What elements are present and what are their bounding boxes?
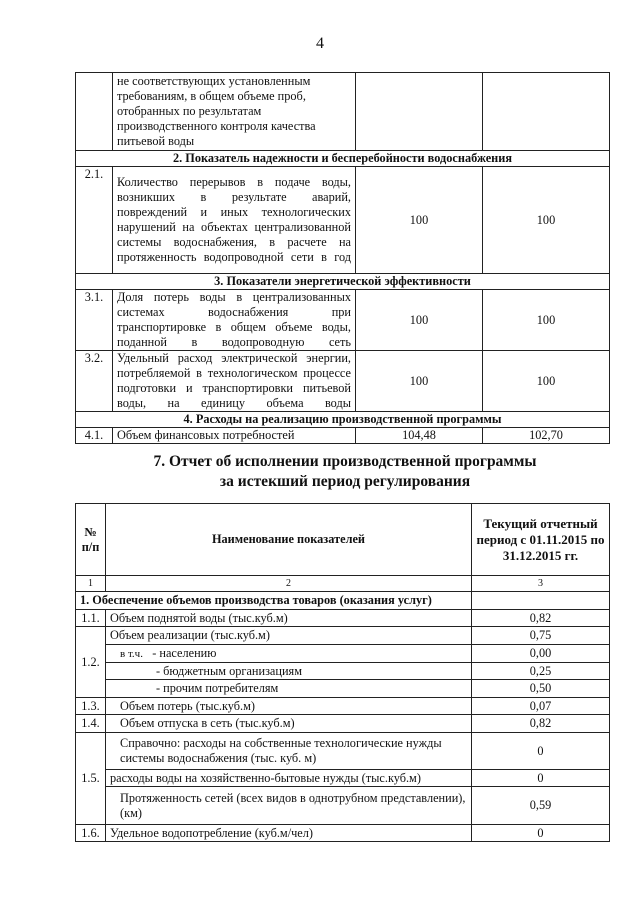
table-row [76,733,610,770]
indicator-text: Удельное водопотребление (куб.м/чел) [106,825,472,842]
report-table [75,503,610,842]
row-number: 1.3. [76,698,106,715]
row-number: 1.2. [76,627,106,698]
section-heading [0,452,640,492]
table-row [76,825,610,842]
table-row [76,770,610,787]
indicator-text [106,645,472,663]
indicator-text: Количество перерывов в подаче воды, возникших в результате аварий, повреждений и иных технологических нарушений на объектах централизованной системы водоснабжения, в расчете на протяженность водопроводной сети в год [113,167,356,274]
table-row [76,290,610,351]
value-cell: 0,25 [472,663,610,680]
section-title: 4. Расходы на реализацию производственной программы [76,412,610,428]
value-cell: 100 [483,351,610,412]
table-row [76,698,610,715]
value-cell: 0,00 [472,645,610,663]
indicator-text: Объем финансовых потребностей [113,428,356,444]
table-row [76,680,610,698]
prefix-text: в т.ч. [120,647,143,660]
indicator-text: Справочно: расходы на собственные технологические нужды системы водоснабжения (тыс. куб. м) [106,733,472,770]
table-row [76,663,610,680]
header-period: Текущий отчетный период с 01.11.2015 по 31.12.2015 гг. [472,504,610,576]
table-row [76,645,610,663]
indicators-table [75,72,610,444]
indicator-text: - бюджетным организациям [106,663,472,680]
value-cell: 0,82 [472,610,610,627]
heading-line-1: 7. Отчет об исполнении производственной программы [153,453,537,470]
column-index: 3 [472,576,610,592]
value-cell: 100 [483,167,610,274]
value-cell: 0,82 [472,715,610,733]
table-row [76,610,610,627]
row-number: 2.1. [76,167,113,274]
row-number: 1.6. [76,825,106,842]
value-cell: 100 [356,351,483,412]
indicator-text: Удельный расход электрической энергии, потребляемой в технологическом процессе подготовки и транспортировки питьевой воды, на единицу объема воды [113,351,356,412]
header-number: № п/п [76,504,106,576]
indicator-text: Протяженность сетей (всех видов в однотрубном представлении), (км) [106,787,472,825]
table-row [76,351,610,412]
value-cell: 0 [472,770,610,787]
index-row [76,576,610,592]
section-header [76,274,610,290]
value-cell: 100 [356,167,483,274]
value-cell: 100 [483,290,610,351]
header-row [76,504,610,576]
indicator-text: не соответствующих установленным требованиям, в общем объеме проб, отобранных по результатам производственного контроля качества питьевой воды [113,73,356,151]
table-row [76,787,610,825]
section-header [76,412,610,428]
indicator-text: Доля потерь воды в централизованных системах водоснабжения при транспортировке в общем объеме воды, поданной в водопроводную сеть [113,290,356,351]
value-cell: 0,07 [472,698,610,715]
section-title: 1. Обеспечение объемов производства товаров (оказания услуг) [76,592,472,610]
table-row [76,715,610,733]
value-cell: 104,48 [356,428,483,444]
column-index: 2 [106,576,472,592]
indicator-text: расходы воды на хозяйственно-бытовые нужды (тыс.куб.м) [106,770,472,787]
value-cell: 0,59 [472,787,610,825]
row-number: 1.5. [76,733,106,825]
indicator-text: - прочим потребителям [106,680,472,698]
row-number: 3.2. [76,351,113,412]
section-title: 3. Показатели энергетической эффективности [76,274,610,290]
table-row [76,627,610,645]
column-index: 1 [76,576,106,592]
value-cell: 100 [356,290,483,351]
section-header [76,592,610,610]
value-cell: 102,70 [483,428,610,444]
value-cell: 0,50 [472,680,610,698]
header-name: Наименование показателей [106,504,472,576]
indicator-text: Объем отпуска в сеть (тыс.куб.м) [106,715,472,733]
value-cell: 0,75 [472,627,610,645]
row-number: 1.1. [76,610,106,627]
table-row [76,73,610,151]
row-number: 3.1. [76,290,113,351]
indicator-text: Объем поднятой воды (тыс.куб.м) [106,610,472,627]
page-number: 4 [316,35,324,52]
section-header [76,151,610,167]
row-number: 1.4. [76,715,106,733]
heading-line-2: за истекший период регулирования [219,473,471,490]
section-title: 2. Показатель надежности и бесперебойности водоснабжения [76,151,610,167]
value-cell: 0 [472,825,610,842]
table-row [76,167,610,274]
value-cell: 0 [472,733,610,770]
indicator-text: Объем реализации (тыс.куб.м) [106,627,472,645]
row-number: 4.1. [76,428,113,444]
indicator-text: Объем потерь (тыс.куб.м) [106,698,472,715]
table-row [76,428,610,444]
sub-item-text: - населению [152,645,217,660]
